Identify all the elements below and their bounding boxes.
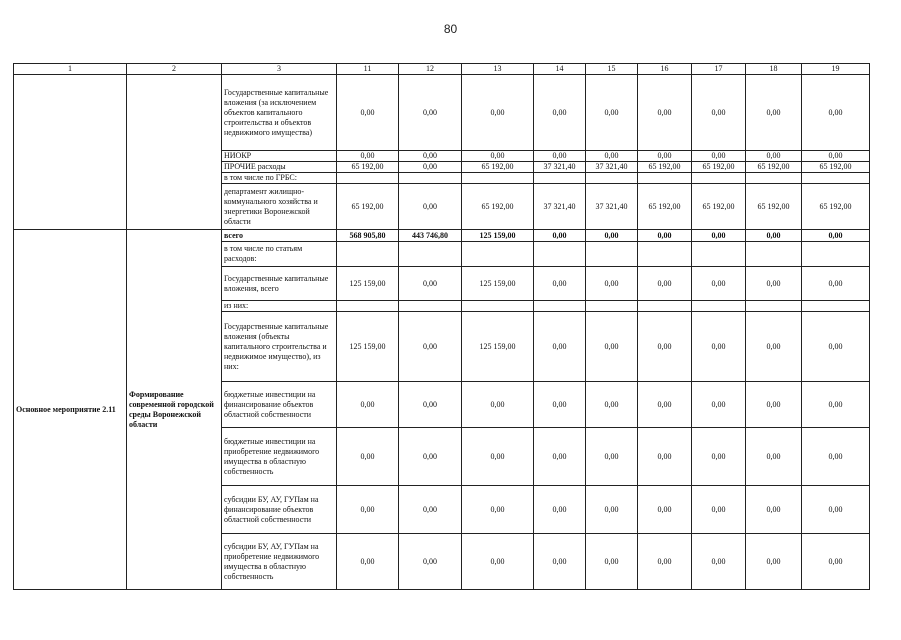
table-row (14, 75, 870, 151)
value-cell: 0,00 (534, 428, 586, 486)
column-header: 3 (222, 64, 337, 75)
value-cell: 37 321,40 (586, 184, 638, 230)
value-cell: 37 321,40 (534, 162, 586, 173)
value-cell: 0,00 (692, 534, 746, 590)
value-cell: 0,00 (337, 486, 399, 534)
value-cell: 0,00 (692, 230, 746, 242)
value-cell (746, 173, 802, 184)
value-cell: 0,00 (746, 382, 802, 428)
column-header: 13 (462, 64, 534, 75)
value-cell: 0,00 (534, 267, 586, 301)
table-row (14, 230, 870, 242)
value-cell: 0,00 (462, 382, 534, 428)
value-cell: 0,00 (534, 75, 586, 151)
value-cell: 0,00 (586, 267, 638, 301)
value-cell: 0,00 (399, 151, 462, 162)
value-cell: 0,00 (802, 428, 870, 486)
value-cell: 0,00 (638, 267, 692, 301)
value-cell (337, 173, 399, 184)
value-cell: 568 905,80 (337, 230, 399, 242)
value-cell: 0,00 (802, 382, 870, 428)
value-cell: 0,00 (802, 75, 870, 151)
value-cell: 0,00 (638, 151, 692, 162)
page-number: 80 (443, 22, 458, 36)
value-cell: 0,00 (399, 486, 462, 534)
value-cell (399, 301, 462, 312)
value-cell: 65 192,00 (692, 162, 746, 173)
row-label: Государственные капитальные вложения, всего (222, 267, 337, 301)
value-cell: 37 321,40 (534, 184, 586, 230)
value-cell: 0,00 (638, 486, 692, 534)
value-cell: 0,00 (638, 534, 692, 590)
row-label: бюджетные инвестиции на приобретение недвижимого имущества в областную собственность (222, 428, 337, 486)
value-cell (586, 301, 638, 312)
budget-table (13, 63, 870, 590)
value-cell: 0,00 (802, 267, 870, 301)
row-label: Государственные капитальные вложения (объекты капитального строительства и недвижимое имущество), из них: (222, 312, 337, 382)
value-cell: 125 159,00 (337, 267, 399, 301)
value-cell: 0,00 (462, 534, 534, 590)
value-cell: 0,00 (802, 151, 870, 162)
value-cell: 0,00 (746, 486, 802, 534)
value-cell: 65 192,00 (746, 184, 802, 230)
row-label: всего (222, 230, 337, 242)
value-cell (802, 242, 870, 267)
value-cell: 0,00 (802, 312, 870, 382)
value-cell (337, 242, 399, 267)
value-cell: 0,00 (399, 382, 462, 428)
value-cell: 65 192,00 (638, 184, 692, 230)
value-cell: 65 192,00 (746, 162, 802, 173)
value-cell (586, 242, 638, 267)
value-cell: 0,00 (746, 267, 802, 301)
value-cell: 0,00 (746, 534, 802, 590)
value-cell (462, 242, 534, 267)
column-header: 2 (127, 64, 222, 75)
value-cell (638, 242, 692, 267)
column-header: 11 (337, 64, 399, 75)
value-cell: 0,00 (462, 428, 534, 486)
value-cell: 0,00 (692, 75, 746, 151)
value-cell (746, 242, 802, 267)
value-cell (534, 173, 586, 184)
value-cell: 65 192,00 (337, 184, 399, 230)
value-cell: 0,00 (462, 75, 534, 151)
value-cell (638, 301, 692, 312)
row-label: департамент жилищно-коммунального хозяйства и энергетики Воронежской области (222, 184, 337, 230)
value-cell: 0,00 (534, 230, 586, 242)
value-cell: 0,00 (638, 75, 692, 151)
value-cell: 125 159,00 (462, 230, 534, 242)
value-cell (802, 301, 870, 312)
value-cell: 0,00 (692, 486, 746, 534)
value-cell (534, 242, 586, 267)
value-cell (802, 173, 870, 184)
row-label: бюджетные инвестиции на финансирование объектов областной собственности (222, 382, 337, 428)
empty-cell (14, 75, 127, 230)
value-cell: 0,00 (534, 151, 586, 162)
value-cell: 0,00 (802, 534, 870, 590)
row-label: НИОКР (222, 151, 337, 162)
value-cell: 0,00 (586, 428, 638, 486)
value-cell: 0,00 (746, 230, 802, 242)
value-cell: 0,00 (638, 230, 692, 242)
value-cell: 0,00 (746, 151, 802, 162)
value-cell: 0,00 (638, 312, 692, 382)
value-cell: 0,00 (534, 534, 586, 590)
value-cell (337, 301, 399, 312)
header-row (14, 64, 870, 75)
value-cell: 0,00 (586, 230, 638, 242)
value-cell: 125 159,00 (462, 267, 534, 301)
value-cell: 0,00 (586, 151, 638, 162)
value-cell: 0,00 (746, 428, 802, 486)
value-cell: 65 192,00 (462, 184, 534, 230)
value-cell: 0,00 (746, 312, 802, 382)
value-cell: 0,00 (586, 382, 638, 428)
value-cell: 0,00 (586, 486, 638, 534)
column-header: 14 (534, 64, 586, 75)
value-cell: 0,00 (337, 382, 399, 428)
value-cell: 0,00 (399, 184, 462, 230)
value-cell: 0,00 (399, 534, 462, 590)
value-cell: 0,00 (746, 75, 802, 151)
value-cell: 0,00 (462, 486, 534, 534)
value-cell: 0,00 (534, 312, 586, 382)
value-cell (399, 242, 462, 267)
value-cell (692, 301, 746, 312)
value-cell: 0,00 (462, 151, 534, 162)
value-cell (462, 173, 534, 184)
value-cell: 0,00 (399, 75, 462, 151)
value-cell: 0,00 (586, 75, 638, 151)
value-cell: 0,00 (802, 486, 870, 534)
value-cell: 0,00 (337, 534, 399, 590)
column-header: 17 (692, 64, 746, 75)
value-cell: 0,00 (399, 267, 462, 301)
value-cell: 0,00 (337, 151, 399, 162)
value-cell (638, 173, 692, 184)
value-cell: 65 192,00 (337, 162, 399, 173)
value-cell (692, 242, 746, 267)
row-label: субсидии БУ, АУ, ГУПам на финансирование объектов областной собственности (222, 486, 337, 534)
value-cell (746, 301, 802, 312)
column-header: 18 (746, 64, 802, 75)
row-label: субсидии БУ, АУ, ГУПам на приобретение недвижимого имущества в областную собственность (222, 534, 337, 590)
measure-name: Основное мероприятие 2.11 (14, 230, 127, 590)
column-header: 15 (586, 64, 638, 75)
value-cell: 0,00 (586, 534, 638, 590)
row-label: в том числе по статьям расходов: (222, 242, 337, 267)
value-cell: 0,00 (692, 151, 746, 162)
row-label: из них: (222, 301, 337, 312)
row-label: в том числе по ГРБС: (222, 173, 337, 184)
value-cell: 0,00 (337, 428, 399, 486)
value-cell (586, 173, 638, 184)
value-cell: 125 159,00 (462, 312, 534, 382)
row-label: Государственные капитальные вложения (за исключением объектов капитального строительства и объектов недвижимого имущества) (222, 75, 337, 151)
value-cell: 0,00 (399, 428, 462, 486)
value-cell: 443 746,80 (399, 230, 462, 242)
value-cell: 37 321,40 (586, 162, 638, 173)
column-header: 19 (802, 64, 870, 75)
value-cell: 65 192,00 (462, 162, 534, 173)
value-cell: 125 159,00 (337, 312, 399, 382)
value-cell: 0,00 (399, 162, 462, 173)
value-cell: 0,00 (692, 312, 746, 382)
empty-cell (127, 75, 222, 230)
value-cell: 65 192,00 (638, 162, 692, 173)
value-cell: 0,00 (534, 382, 586, 428)
column-header: 1 (14, 64, 127, 75)
value-cell: 0,00 (638, 428, 692, 486)
value-cell (534, 301, 586, 312)
table-body (14, 64, 870, 590)
row-label: ПРОЧИЕ расходы (222, 162, 337, 173)
measure-title: Формирование современной городской среды Воронежской области (127, 230, 222, 590)
value-cell: 0,00 (692, 382, 746, 428)
value-cell: 65 192,00 (692, 184, 746, 230)
value-cell: 0,00 (534, 486, 586, 534)
column-header: 16 (638, 64, 692, 75)
value-cell (462, 301, 534, 312)
value-cell: 0,00 (802, 230, 870, 242)
value-cell: 0,00 (337, 75, 399, 151)
value-cell (399, 173, 462, 184)
value-cell: 65 192,00 (802, 184, 870, 230)
value-cell: 0,00 (399, 312, 462, 382)
value-cell (692, 173, 746, 184)
value-cell: 65 192,00 (802, 162, 870, 173)
value-cell: 0,00 (638, 382, 692, 428)
value-cell: 0,00 (692, 428, 746, 486)
column-header: 12 (399, 64, 462, 75)
value-cell: 0,00 (586, 312, 638, 382)
value-cell: 0,00 (692, 267, 746, 301)
